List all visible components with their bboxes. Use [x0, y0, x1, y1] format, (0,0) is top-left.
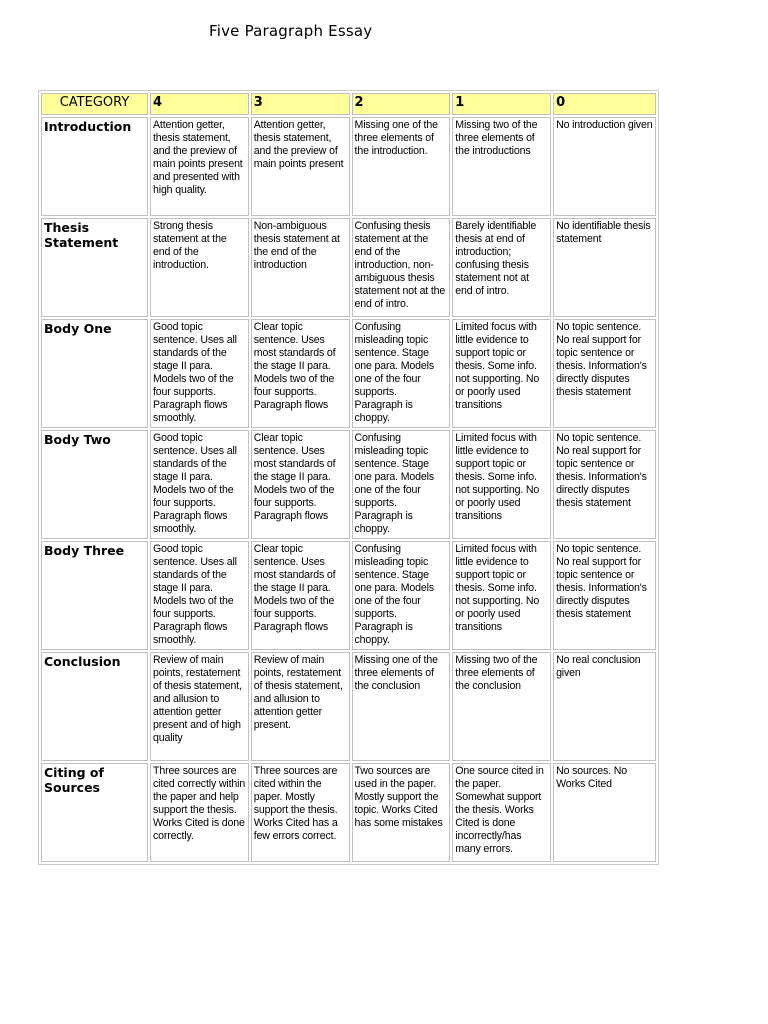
- rubric-cell: Three sources are cited within the paper. Mostly support the thesis. Works Cited has a few errors correct.: [251, 763, 350, 862]
- rubric-cell: Good topic sentence. Uses all standards of the stage II para. Models two of the four supports. Paragraph flows smoothly.: [150, 319, 249, 428]
- rubric-cell: Clear topic sentence. Uses most standards of the stage II para. Models two of the four supports. Paragraph flows: [251, 541, 350, 650]
- rubric-cell: Barely identifiable thesis at end of introduction; confusing thesis statement not at end of intro.: [452, 218, 551, 317]
- row-category: Body Two: [41, 430, 148, 539]
- row-category: Conclusion: [41, 652, 148, 761]
- rubric-body: [41, 117, 656, 862]
- rubric-row: [41, 763, 656, 862]
- header-score-4: 4: [150, 93, 249, 115]
- row-category: Body One: [41, 319, 148, 428]
- rubric-cell: One source cited in the paper. Somewhat support the thesis. Works Cited is done incorrectly/has many errors.: [452, 763, 551, 862]
- rubric-cell: No sources. No Works Cited: [553, 763, 656, 862]
- rubric-cell: Confusing misleading topic sentence. Stage one para. Models one of the four supports. Paragraph is choppy.: [352, 430, 451, 539]
- header-score-3: 3: [251, 93, 350, 115]
- rubric-cell: No introduction given: [553, 117, 656, 216]
- rubric-row: [41, 117, 656, 216]
- rubric-row: [41, 319, 656, 428]
- header-score-2: 2: [352, 93, 451, 115]
- rubric-cell: Good topic sentence. Uses all standards of the stage II para. Models two of the four supports. Paragraph flows smoothly.: [150, 541, 249, 650]
- rubric-cell: Two sources are used in the paper. Mostly support the topic. Works Cited has some mistakes: [352, 763, 451, 862]
- rubric-cell: Missing one of the three elements of the conclusion: [352, 652, 451, 761]
- rubric-cell: Limited focus with little evidence to support topic or thesis. Some info. not supporting. No or poorly used transitions: [452, 319, 551, 428]
- rubric-cell: Clear topic sentence. Uses most standards of the stage II para. Models two of the four supports. Paragraph flows: [251, 319, 350, 428]
- header-score-1: 1: [452, 93, 551, 115]
- row-category: Citing of Sources: [41, 763, 148, 862]
- rubric-cell: Review of main points, restatement of thesis statement, and allusion to attention getter present and of high quality: [150, 652, 249, 761]
- rubric-cell: Attention getter, thesis statement, and the preview of main points present and presented with high quality.: [150, 117, 249, 216]
- header-category: CATEGORY: [41, 93, 148, 115]
- row-category: Body Three: [41, 541, 148, 650]
- rubric-cell: Confusing misleading topic sentence. Stage one para. Models one of the four supports. Paragraph is choppy.: [352, 541, 451, 650]
- rubric-cell: Limited focus with little evidence to support topic or thesis. Some info. not supporting. No or poorly used transitions: [452, 541, 551, 650]
- rubric-row: [41, 652, 656, 761]
- rubric-cell: Strong thesis statement at the end of the introduction.: [150, 218, 249, 317]
- rubric-table: [38, 90, 659, 865]
- rubric-cell: Good topic sentence. Uses all standards of the stage II para. Models two of the four supports. Paragraph flows smoothly.: [150, 430, 249, 539]
- rubric-cell: Limited focus with little evidence to support topic or thesis. Some info. not supporting. No or poorly used transitions: [452, 430, 551, 539]
- rubric-cell: No topic sentence. No real support for topic sentence or thesis. Information's directly disputes thesis statement: [553, 430, 656, 539]
- rubric-row: [41, 430, 656, 539]
- rubric-cell: No topic sentence. No real support for topic sentence or thesis. Information's directly disputes thesis statement: [553, 319, 656, 428]
- rubric-cell: Missing two of the three elements of the conclusion: [452, 652, 551, 761]
- rubric-cell: Clear topic sentence. Uses most standards of the stage II para. Models two of the four supports. Paragraph flows: [251, 430, 350, 539]
- rubric-cell: No topic sentence. No real support for topic sentence or thesis. Information's directly disputes thesis statement: [553, 541, 656, 650]
- rubric-cell: Attention getter, thesis statement, and the preview of main points present: [251, 117, 350, 216]
- rubric-cell: Confusing misleading topic sentence. Stage one para. Models one of the four supports. Paragraph is choppy.: [352, 319, 451, 428]
- document-title: Five Paragraph Essay: [209, 22, 373, 40]
- rubric-cell: Non-ambiguous thesis statement at the end of the introduction: [251, 218, 350, 317]
- rubric-cell: Three sources are cited correctly within the paper and help support the thesis. Works Cited is done correctly.: [150, 763, 249, 862]
- header-row: [41, 93, 656, 115]
- rubric-cell: Review of main points, restatement of thesis statement, and allusion to attention getter present.: [251, 652, 350, 761]
- row-category: Introduction: [41, 117, 148, 216]
- header-score-0: 0: [553, 93, 656, 115]
- rubric-cell: No identifiable thesis statement: [553, 218, 656, 317]
- rubric-cell: Confusing thesis statement at the end of the introduction, non-ambiguous thesis statement not at the end of intro.: [352, 218, 451, 317]
- rubric-row: [41, 541, 656, 650]
- rubric-cell: No real conclusion given: [553, 652, 656, 761]
- row-category: Thesis Statement: [41, 218, 148, 317]
- rubric-cell: Missing two of the three elements of the introductions: [452, 117, 551, 216]
- rubric-row: [41, 218, 656, 317]
- rubric-cell: Missing one of the three elements of the introduction.: [352, 117, 451, 216]
